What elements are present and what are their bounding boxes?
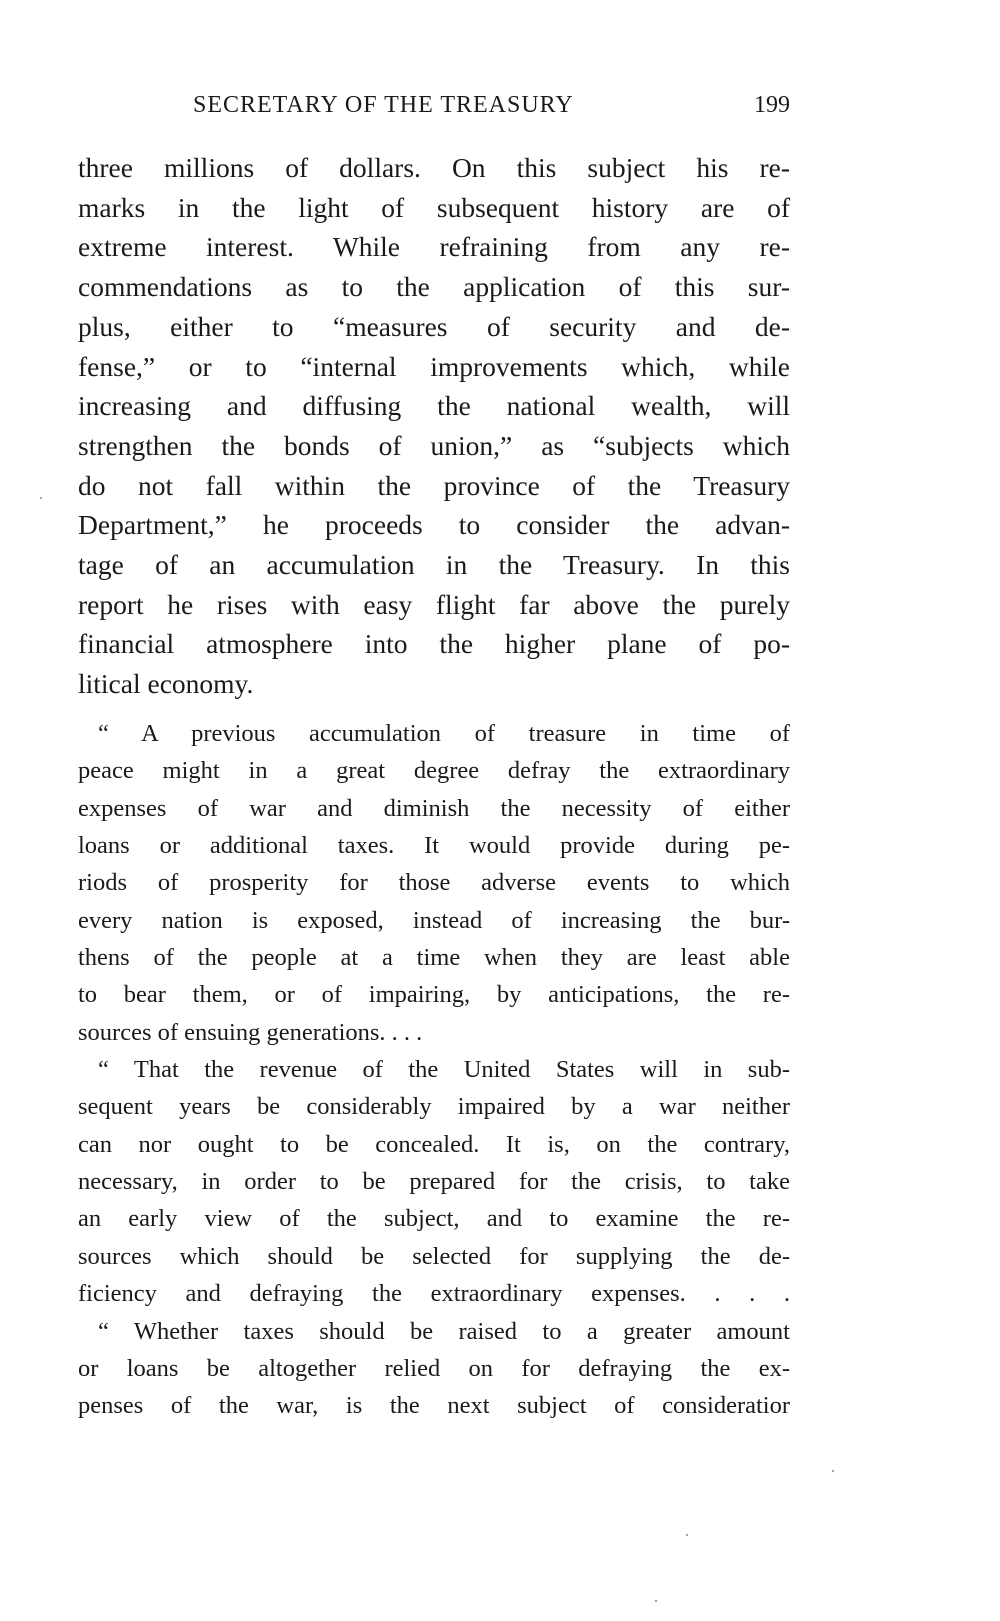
quote-paragraph bbox=[78, 1051, 790, 1312]
running-title: SECRETARY OF THE TREASURY bbox=[193, 92, 574, 118]
text-line: fense,” or to “internal improvements which, while bbox=[78, 350, 790, 382]
text-line: riods of prosperity for those adverse events to which bbox=[78, 869, 790, 897]
text-line: penses of the war, is the next subject of consideratior bbox=[78, 1392, 790, 1420]
text-line: extreme interest. While refraining from any re- bbox=[78, 231, 790, 263]
text-line: expenses of war and diminish the necessity of either bbox=[78, 794, 790, 822]
text-line: can nor ought to be concealed. It is, on the contrary, bbox=[78, 1130, 790, 1158]
page-number: 199 bbox=[754, 92, 790, 118]
text-line: “ Whether taxes should be raised to a greater amount bbox=[98, 1317, 790, 1345]
quote-paragraph bbox=[78, 1313, 790, 1425]
text-line: to bear them, or of impairing, by anticipations, the re- bbox=[78, 981, 790, 1009]
text-line: report he rises with easy flight far above the purely bbox=[78, 588, 790, 620]
text-line: financial atmosphere into the higher plane of po- bbox=[78, 628, 790, 660]
text-line: Department,” he proceeds to consider the advan- bbox=[78, 509, 790, 541]
scan-speck bbox=[686, 1534, 688, 1536]
text-line: plus, either to “measures of security and de- bbox=[78, 310, 790, 342]
text-line: peace might in a great degree defray the extraordinary bbox=[78, 757, 790, 785]
text-line: or loans be altogether relied on for defraying the ex- bbox=[78, 1354, 790, 1382]
text-line: marks in the light of subsequent history are of bbox=[78, 191, 790, 223]
text-line: an early view of the subject, and to examine the re- bbox=[78, 1205, 790, 1233]
running-header bbox=[78, 92, 790, 126]
text-line: loans or additional taxes. It would provide during pe- bbox=[78, 832, 790, 860]
text-line: sources which should be selected for supplying the de- bbox=[78, 1242, 790, 1270]
scan-speck bbox=[655, 1600, 657, 1602]
text-line: litical economy. bbox=[78, 668, 254, 700]
text-line: “ That the revenue of the United States will in sub- bbox=[98, 1056, 790, 1084]
text-line: three millions of dollars. On this subject his re- bbox=[78, 152, 790, 183]
text-line: every nation is exposed, instead of increasing the bur- bbox=[78, 906, 790, 934]
text-line: commendations as to the application of this sur- bbox=[78, 271, 790, 303]
scan-speck bbox=[832, 1470, 834, 1472]
text-line: ficiency and defraying the extraordinary expenses. . . . bbox=[78, 1280, 790, 1308]
body-text bbox=[78, 148, 790, 704]
text-line: thens of the people at a time when they are least able bbox=[78, 944, 790, 972]
text-line: strengthen the bonds of union,” as “subjects which bbox=[78, 429, 790, 461]
text-line: necessary, in order to be prepared for the crisis, to take bbox=[78, 1168, 790, 1196]
paragraph bbox=[78, 148, 790, 704]
scan-speck bbox=[40, 497, 42, 499]
text-line: sources of ensuing generations. . . . bbox=[78, 1018, 423, 1046]
text-line: tage of an accumulation in the Treasury. In this bbox=[78, 549, 790, 581]
text-line: sequent years be considerably impaired by a war neither bbox=[78, 1093, 790, 1121]
text-line: increasing and diffusing the national wealth, will bbox=[78, 390, 790, 422]
quote-paragraph bbox=[78, 715, 790, 1051]
block-quote bbox=[78, 715, 790, 1425]
text-line: do not fall within the province of the Treasury bbox=[78, 469, 790, 501]
text-line: “ A previous accumulation of treasure in time of bbox=[98, 720, 790, 747]
